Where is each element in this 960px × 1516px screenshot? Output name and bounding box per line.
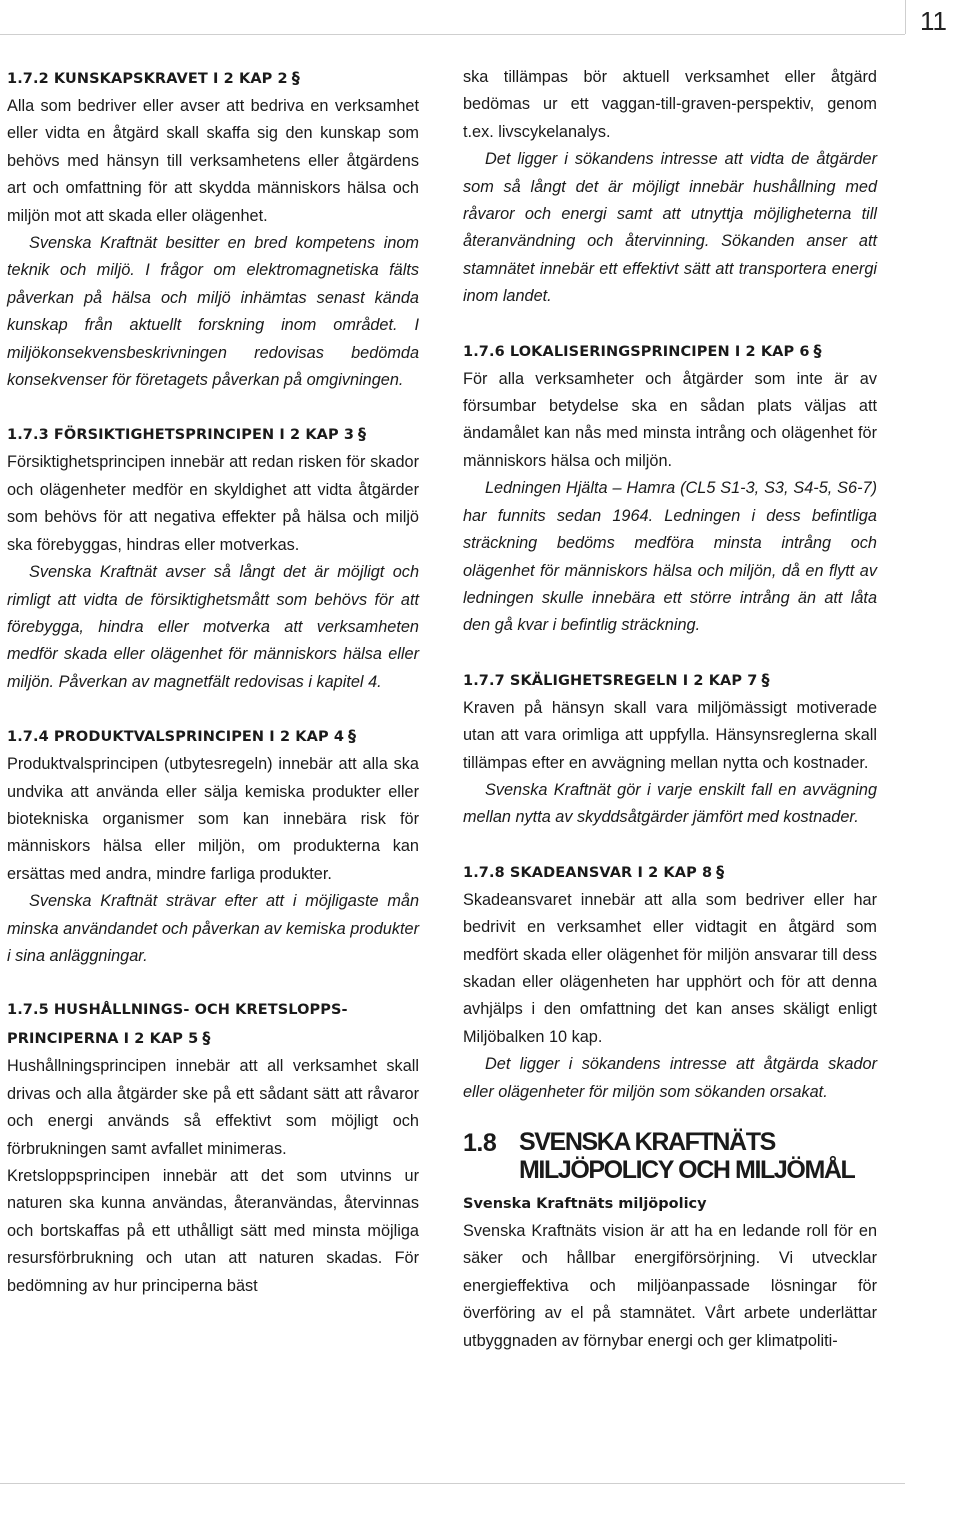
paragraph: Svenska Kraftnäts vision är att ha en ledande roll för en säker och hållbar energiförsörjning. Vi utvecklar energieffektiva och miljöanpassade lösningar för överföring av el på stamnätet. Vårt arbete underlättar utbyggnaden av förnybar energi och ger klimatpoliti- — [463, 1222, 877, 1350]
italic-note: Ledningen Hjälta – Hamra (CL5 S1-3, S3, S4-5, S6-7) har funnits sedan 1964. Ledningen i dess befintliga sträckning bedöms medföra minsta intrång och olägenhet för människors hälsa och miljön, då en flytt av ledningen skulle innebära ett större intrång än att låta den gå kvar i befintlig sträckning. — [463, 479, 877, 635]
paragraph: Alla som bedriver eller avser att bedriva en verksamhet eller vidta en åtgärd skall skaffa sig den kunskap som behövs med hänsyn till verksamhetens eller åtgärdens art och omfattning för att skydda människors hälsa och miljön mot att skada eller olägenhet. — [7, 97, 419, 225]
paragraph: Kretsloppsprincipen innebär att det som utvinns ur naturen ska kunna användas, återanvändas, återvinnas och bortskaffas på ett uthålligt sätt med minsta möjliga resursförbrukning och utan att naturen skadas. För bedömning av hur principerna bäst — [7, 1167, 419, 1295]
page-number: 11 — [920, 6, 947, 36]
paragraph: Skadeansvaret innebär att alla som bedriver eller har bedrivit en verksamhet eller vidtagit en åtgärd som medfört skada eller olägenhet för miljön ansvarar till dess skadan eller olägenheten har upphört och för att denna avhjälps i den omfattning det kan anses skäligt enligt Miljöbalken 10 kap. — [463, 890, 877, 1046]
left-column — [7, 64, 419, 1300]
paragraph: För alla verksamheter och åtgärder som inte är av försumbar betydelse ska en sådan plats väljas att ändamålet kan nås med minsta intrång och olägenhet för människors hälsa och miljön. — [463, 369, 877, 470]
section-heading-1-7-3: 1.7.3 FÖRSIKTIGHETSPRINCIPEN I 2 KAP 3 § — [7, 424, 367, 444]
section-heading-1-7-6: 1.7.6 LOKALISERINGSPRINCIPEN I 2 KAP 6 § — [463, 340, 822, 360]
section-heading-1-7-8: 1.7.8 SKADEANSVAR I 2 KAP 8 § — [463, 861, 725, 881]
header-rule — [0, 34, 905, 35]
chapter-number: 1.8 — [463, 1129, 497, 1157]
italic-note: Svenska Kraftnät besitter en bred kompetens inom teknik och miljö. I frågor om elektromagnetiska fälts påverkan på hälsa och miljö inhämtas senast kända kunskap från aktuellt forskning inom området. I miljökonsekvensbeskrivningen redovisas bedömda konsekvenser för företagets påverkan på omgivningen. — [7, 234, 419, 390]
header-divider — [905, 0, 906, 34]
italic-note: Svenska Kraftnät avser så långt det är möjligt och rimligt att vidta de försiktighetsmått som behövs för att förebygga, hindra eller motverka att verksamheten medför skada eller olägenhet för människors hälsa eller miljön. Påverkan av magnetfält redovisas i kapitel 4. — [7, 563, 419, 691]
section-heading-1-7-2: 1.7.2 KUNSKAPSKRAVET I 2 KAP 2 § — [7, 68, 300, 87]
paragraph: Kraven på hänsyn skall vara miljömässigt motiverade utan att vara orimliga att uppfylla. Hänsynsreglerna skall tillämpas efter en avvägning mellan nytta och kostnader. — [463, 698, 877, 772]
chapter-title: SVENSKA KRAFTNÄTS MILJÖPOLICY OCH MILJÖMÅL — [519, 1128, 855, 1184]
subheading: Svenska Kraftnäts miljöpolicy — [463, 1196, 707, 1212]
right-column — [463, 64, 877, 1355]
chapter-heading-1-8 — [463, 1128, 877, 1184]
section-heading-1-7-7: 1.7.7 SKÄLIGHETSREGELN I 2 KAP 7 § — [463, 669, 770, 689]
italic-note: Det ligger i sökandens intresse att åtgärda skador eller olägenheter för miljön som sökanden orsakat. — [463, 1055, 877, 1101]
footer-rule — [0, 1483, 905, 1484]
section-heading-1-7-4: 1.7.4 PRODUKTVALSPRINCIPEN I 2 KAP 4 § — [7, 726, 357, 746]
paragraph: Hushållningsprincipen innebär att all verksamhet skall drivas och alla åtgärder ske på ett sådant sätt att råvaror och energi används så effektivt som möjligt och förbrukningen samt avfallet minimeras. — [7, 1057, 419, 1158]
section-heading-1-7-5: 1.7.5 HUSHÅLLNINGS- OCH KRETSLOPPS- PRINCIPERNA I 2 KAP 5 § — [7, 1002, 348, 1048]
italic-note: Svenska Kraftnät strävar efter att i möjligaste mån minska användandet och påverkan av kemiska produkter i sina anläggningar. — [7, 892, 419, 965]
italic-note: Svenska Kraftnät gör i varje enskilt fall en avvägning mellan nytta av skyddsåtgärder jämfört med kostnader. — [463, 780, 877, 827]
italic-note: Det ligger i sökandens intresse att vidta de åtgärder som så långt det är möjligt innebär hushållning med råvaror och energi samt att utnyttja möjligheterna till återanvändning och återvinning. Sökanden anser att stamnätet innebär ett effektivt sätt att transportera energi inom landet. — [463, 150, 877, 306]
paragraph: ska tillämpas bör aktuell verksamhet eller åtgärd bedömas ur ett vaggan-till-graven-perspektiv, genom t.ex. livscykelanalys. — [463, 68, 877, 141]
paragraph: Försiktighetsprincipen innebär att redan risken för skador och olägenheter medför en skyldighet att vidta åtgärder som behövs för att negativa effekter på hälsa och miljö ska förebyggas, hindras eller motverkas. — [7, 453, 419, 554]
paragraph: Produktvalsprincipen (utbytesregeln) innebär att alla ska undvika att använda eller sälja kemiska produkter eller biotekniska organismer som kan innebära risk för människors hälsa eller miljön, om produkterna kan ersättas med andra, mindre farliga produkter. — [7, 755, 419, 883]
